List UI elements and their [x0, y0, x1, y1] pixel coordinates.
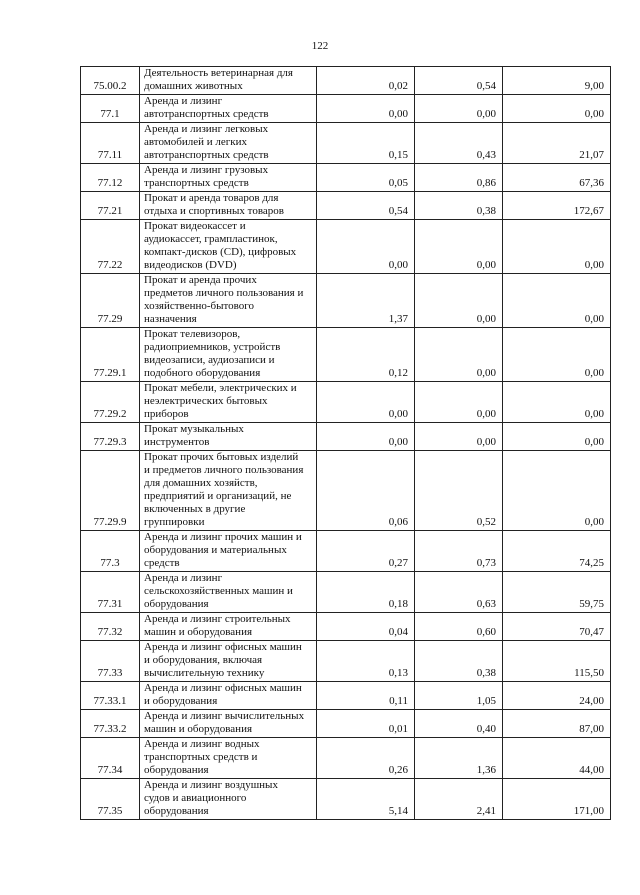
description-line: и оборудования: [144, 695, 218, 707]
table-row: [81, 451, 611, 531]
description-line: оборудования: [144, 805, 209, 817]
value-col3-cell: 172,67: [503, 192, 611, 220]
value-col1-cell: 0,11: [317, 682, 415, 710]
description-line: подобного оборудования: [144, 367, 261, 379]
value-col1-cell: 0,00: [317, 95, 415, 123]
value-col1-cell: 0,05: [317, 164, 415, 192]
value-col2-cell: 0,38: [415, 192, 503, 220]
activity-description-cell: [140, 192, 317, 220]
okved-code-cell: 77.33.2: [81, 710, 140, 738]
okved-code-cell: 77.1: [81, 95, 140, 123]
okved-code-cell: 77.29.1: [81, 328, 140, 382]
value-col2-cell: 0,40: [415, 710, 503, 738]
activity-description-cell: [140, 451, 317, 531]
okved-code-cell: 77.33.1: [81, 682, 140, 710]
description-line: Аренда и лизинг грузовых: [144, 164, 269, 176]
value-col2-cell: 0,60: [415, 613, 503, 641]
data-table: [80, 66, 611, 820]
table-row: [81, 192, 611, 220]
value-col2-cell: 0,63: [415, 572, 503, 613]
value-col1-cell: 0,04: [317, 613, 415, 641]
okved-code-cell: 75.00.2: [81, 67, 140, 95]
value-col2-cell: 0,52: [415, 451, 503, 531]
description-line: транспортных средств и: [144, 751, 258, 763]
value-col1-cell: 0,13: [317, 641, 415, 682]
value-col1-cell: 0,12: [317, 328, 415, 382]
description-line: средств: [144, 557, 180, 569]
description-line: домашних животных: [144, 80, 243, 92]
table-row: [81, 328, 611, 382]
okved-code-cell: 77.32: [81, 613, 140, 641]
description-line: радиоприемников, устройств: [144, 341, 281, 353]
value-col1-cell: 0,00: [317, 382, 415, 423]
description-line: Аренда и лизинг офисных машин: [144, 682, 302, 694]
table-row: [81, 423, 611, 451]
activity-description-cell: [140, 682, 317, 710]
table-row: [81, 613, 611, 641]
value-col2-cell: 0,54: [415, 67, 503, 95]
description-line: аудиокассет, грампластинок,: [144, 233, 278, 245]
description-line: транспортных средств: [144, 177, 249, 189]
value-col1-cell: 0,15: [317, 123, 415, 164]
okved-code-cell: 77.29.9: [81, 451, 140, 531]
table-row: [81, 738, 611, 779]
value-col3-cell: 0,00: [503, 95, 611, 123]
description-line: Прокат и аренда товаров для: [144, 192, 279, 204]
value-col1-cell: 1,37: [317, 274, 415, 328]
okved-code-cell: 77.29.3: [81, 423, 140, 451]
description-line: Прокат и аренда прочих: [144, 274, 257, 286]
activity-description-cell: [140, 738, 317, 779]
description-line: оборудования: [144, 764, 209, 776]
description-line: Аренда и лизинг вычислительных: [144, 710, 305, 722]
description-line: Деятельность ветеринарная для: [144, 67, 293, 79]
description-line: судов и авиационного: [144, 792, 247, 804]
activity-description-cell: [140, 382, 317, 423]
value-col1-cell: 0,26: [317, 738, 415, 779]
description-line: Аренда и лизинг легковых: [144, 123, 269, 135]
description-line: видеозаписи, аудиозаписи и: [144, 354, 275, 366]
value-col2-cell: 0,00: [415, 382, 503, 423]
table-body: [81, 67, 611, 820]
description-line: сельскохозяйственных машин и: [144, 585, 293, 597]
activity-description-cell: [140, 423, 317, 451]
description-line: неэлектрических бытовых: [144, 395, 268, 407]
description-line: Аренда и лизинг прочих машин и: [144, 531, 302, 543]
value-col3-cell: 74,25: [503, 531, 611, 572]
activity-description-cell: [140, 328, 317, 382]
table-row: [81, 779, 611, 820]
value-col3-cell: 0,00: [503, 382, 611, 423]
description-line: включенных в другие: [144, 503, 246, 515]
value-col1-cell: 0,00: [317, 220, 415, 274]
value-col2-cell: 0,00: [415, 423, 503, 451]
description-line: Аренда и лизинг: [144, 572, 223, 584]
value-col2-cell: 1,36: [415, 738, 503, 779]
activity-description-cell: [140, 95, 317, 123]
description-line: машин и оборудования: [144, 626, 253, 638]
description-line: Прокат мебели, электрических и: [144, 382, 297, 394]
table-row: [81, 67, 611, 95]
description-line: вычислительную технику: [144, 667, 265, 679]
description-line: Прокат телевизоров,: [144, 328, 241, 340]
value-col2-cell: 0,00: [415, 95, 503, 123]
value-col2-cell: 0,73: [415, 531, 503, 572]
activity-description-cell: [140, 710, 317, 738]
description-line: автомобилей и легких: [144, 136, 247, 148]
description-line: Прокат музыкальных: [144, 423, 244, 435]
value-col3-cell: 24,00: [503, 682, 611, 710]
description-line: Прокат видеокассет и: [144, 220, 246, 232]
value-col3-cell: 0,00: [503, 451, 611, 531]
description-line: автотранспортных средств: [144, 149, 269, 161]
value-col2-cell: 2,41: [415, 779, 503, 820]
value-col3-cell: 70,47: [503, 613, 611, 641]
value-col3-cell: 59,75: [503, 572, 611, 613]
okved-code-cell: 77.22: [81, 220, 140, 274]
activity-description-cell: [140, 123, 317, 164]
description-line: оборудования: [144, 598, 209, 610]
description-line: для домашних хозяйств,: [144, 477, 258, 489]
value-col3-cell: 44,00: [503, 738, 611, 779]
table-row: [81, 123, 611, 164]
value-col3-cell: 0,00: [503, 220, 611, 274]
activity-description-cell: [140, 779, 317, 820]
description-line: машин и оборудования: [144, 723, 253, 735]
description-line: и оборудования, включая: [144, 654, 263, 666]
activity-description-cell: [140, 274, 317, 328]
activity-description-cell: [140, 572, 317, 613]
okved-code-cell: 77.29.2: [81, 382, 140, 423]
description-line: инструментов: [144, 436, 210, 448]
value-col3-cell: 87,00: [503, 710, 611, 738]
value-col3-cell: 0,00: [503, 274, 611, 328]
value-col1-cell: 0,00: [317, 423, 415, 451]
activity-description-cell: [140, 641, 317, 682]
description-line: отдыха и спортивных товаров: [144, 205, 284, 217]
value-col1-cell: 0,18: [317, 572, 415, 613]
description-line: автотранспортных средств: [144, 108, 269, 120]
activity-description-cell: [140, 531, 317, 572]
value-col2-cell: 0,86: [415, 164, 503, 192]
okved-code-cell: 77.11: [81, 123, 140, 164]
value-col1-cell: 0,54: [317, 192, 415, 220]
okved-code-cell: 77.31: [81, 572, 140, 613]
description-line: назначения: [144, 313, 197, 325]
description-line: приборов: [144, 408, 189, 420]
value-col3-cell: 0,00: [503, 328, 611, 382]
okved-code-cell: 77.3: [81, 531, 140, 572]
value-col2-cell: 0,00: [415, 220, 503, 274]
description-line: предприятий и организаций, не: [144, 490, 292, 502]
value-col3-cell: 67,36: [503, 164, 611, 192]
okved-code-cell: 77.35: [81, 779, 140, 820]
description-line: Аренда и лизинг офисных машин: [144, 641, 302, 653]
description-line: группировки: [144, 516, 205, 528]
okved-code-cell: 77.29: [81, 274, 140, 328]
okved-code-cell: 77.33: [81, 641, 140, 682]
value-col1-cell: 0,27: [317, 531, 415, 572]
value-col1-cell: 0,01: [317, 710, 415, 738]
description-line: видеодисков (DVD): [144, 259, 237, 271]
description-line: Аренда и лизинг воздушных: [144, 779, 278, 791]
description-line: Аренда и лизинг водных: [144, 738, 260, 750]
value-col1-cell: 5,14: [317, 779, 415, 820]
okved-code-cell: 77.21: [81, 192, 140, 220]
description-line: оборудования и материальных: [144, 544, 287, 556]
table-row: [81, 382, 611, 423]
value-col3-cell: 115,50: [503, 641, 611, 682]
description-line: Прокат прочих бытовых изделий: [144, 451, 299, 463]
page-number: 122: [311, 40, 329, 52]
table-row: [81, 531, 611, 572]
description-line: хозяйственно-бытового: [144, 300, 255, 312]
value-col3-cell: 21,07: [503, 123, 611, 164]
description-line: компакт-дисков (CD), цифровых: [144, 246, 297, 258]
value-col2-cell: 0,43: [415, 123, 503, 164]
activity-description-cell: [140, 164, 317, 192]
value-col3-cell: 171,00: [503, 779, 611, 820]
value-col2-cell: 0,00: [415, 274, 503, 328]
activity-description-cell: [140, 67, 317, 95]
okved-code-cell: 77.12: [81, 164, 140, 192]
activity-description-cell: [140, 613, 317, 641]
value-col3-cell: 9,00: [503, 67, 611, 95]
description-line: предметов личного пользования и: [144, 287, 304, 299]
table-row: [81, 710, 611, 738]
okved-code-cell: 77.34: [81, 738, 140, 779]
value-col1-cell: 0,06: [317, 451, 415, 531]
table-row: [81, 164, 611, 192]
value-col2-cell: 0,38: [415, 641, 503, 682]
activity-description-cell: [140, 220, 317, 274]
table-row: [81, 274, 611, 328]
value-col3-cell: 0,00: [503, 423, 611, 451]
description-line: Аренда и лизинг строительных: [144, 613, 291, 625]
table-row: [81, 572, 611, 613]
table-row: [81, 682, 611, 710]
description-line: и предметов личного пользования: [144, 464, 304, 476]
description-line: Аренда и лизинг: [144, 95, 223, 107]
table-row: [81, 95, 611, 123]
table-row: [81, 220, 611, 274]
value-col2-cell: 1,05: [415, 682, 503, 710]
value-col1-cell: 0,02: [317, 67, 415, 95]
table-row: [81, 641, 611, 682]
value-col2-cell: 0,00: [415, 328, 503, 382]
